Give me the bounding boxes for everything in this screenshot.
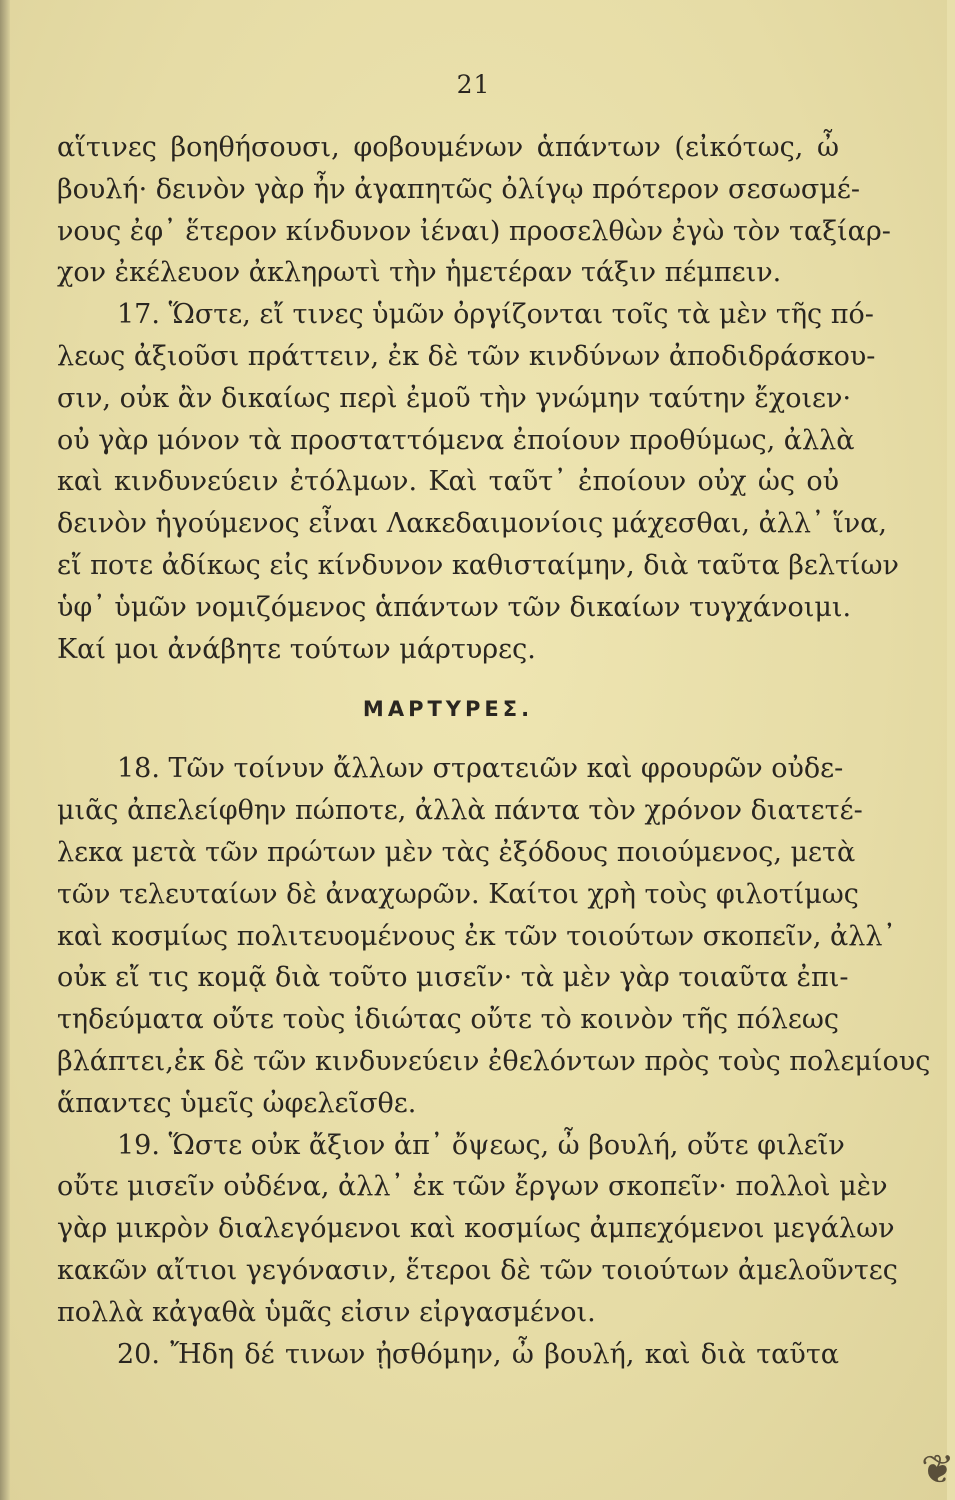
text-line: βλάπτει,ἐκ δὲ τῶν κινδυνεύειν ἐθελόντων πρὸς τοὺς πολεμίους [57,1045,931,1077]
text-line: οὐκ εἴ τις κομᾷ διὰ τοῦτο μισεῖν· τὰ μὲν γὰρ τοιαῦτα ἐπι- [57,962,849,994]
witnesses-heading: ΜΑΡΤΥΡΕΣ. [362,697,534,722]
text-line: δεινὸν ἡγούμενος εἶναι Λακεδαιμονίοις μάχεσθαι, ἀλλ᾽ ἵνα, [57,508,887,540]
page-number: 21 [456,70,491,99]
text-line: κακῶν αἴτιοι γεγόνασιν, ἕτεροι δὲ τῶν τοιούτων ἀμελοῦντες [57,1254,898,1286]
body-text [57,127,931,1375]
section-20-first-line: 20. Ἤδη δέ τινων ᾐσθόμην, ὦ βουλή, καὶ διὰ ταῦτα [117,1338,839,1370]
text-line: σιν, οὐκ ἂν δικαίως περὶ ἐμοῦ τὴν γνώμην ταύτην ἔχοιεν· [57,382,852,414]
text-line: οὔτε μισεῖν οὐδένα, ἀλλ᾽ ἐκ τῶν ἔργων σκοπεῖν· πολλοὶ μὲν [57,1171,888,1203]
text-line: ἅπαντες ὑμεῖς ὠφελεῖσθε. [57,1087,417,1119]
text-line: πολλὰ κἀγαθὰ ὑμᾶς εἰσιν εἰργασμένοι. [57,1296,596,1328]
section-18-first-line: 18. Τῶν τοίνυν ἄλλων στρατειῶν καὶ φρουρῶν οὐδε- [117,753,844,785]
text-line: καὶ κοσμίως πολιτευομένους ἐκ τῶν τοιούτων σκοπεῖν, ἀλλ᾽ [57,920,897,952]
text-line: μιᾶς ἀπελείφθην πώποτε, ἀλλὰ πάντα τὸν χρόνον διατετέ- [57,795,863,827]
text-line: λεκα μετὰ τῶν πρώτων μὲν τὰς ἐξόδους ποιούμενος, μετὰ [57,836,856,868]
bookmark-ornament-icon: ❦ [921,1447,955,1493]
text-line: ὑφ᾽ ὑμῶν νομιζόμενος ἁπάντων τῶν δικαίων τυγχάνοιμι. [57,591,852,623]
text-line: αἵτινες βοηθήσουσι, φοβουμένων ἁπάντων (εἰκότως, ὦ [57,132,839,163]
text-line: γὰρ μικρὸν διαλεγόμενοι καὶ κοσμίως ἀμπεχόμενοι μεγάλων [57,1213,895,1245]
text-line: βουλή· δεινὸν γὰρ ἦν ἀγαπητῶς ὀλίγῳ πρότερον σεσωσμέ- [57,173,860,205]
text-line: νους ἐφ᾽ ἕτερον κίνδυνον ἰέναι) προσελθὼν ἐγὼ τὸν ταξίαρ- [57,215,891,247]
text-line: καὶ κινδυνεύειν ἐτόλμων. Καὶ ταῦτ᾽ ἐποίουν οὐχ ὡς οὐ [57,466,839,498]
text-line: Καί μοι ἀνάβητε τούτων μάρτυρες. [57,633,536,665]
text-line: τῶν τελευταίων δὲ ἀναχωρῶν. Καίτοι χρὴ τοὺς φιλοτίμως [57,878,859,910]
text-line: χον ἐκέλευον ἀκληρωτὶ τὴν ἡμετέραν τάξιν πέμπειν. [57,257,782,289]
text-line: λεως ἀξιοῦσι πράττειν, ἐκ δὲ τῶν κινδύνων ἀποδιδράσκου- [57,340,876,372]
text-line: τηδεύματα οὔτε τοὺς ἰδιώτας οὔτε τὸ κοινὸν τῆς πόλεως [57,1004,839,1036]
text-line: εἴ ποτε ἀδίκως εἰς κίνδυνον καθισταίμην, διὰ ταῦτα βελτίων [57,549,899,581]
page-edge-shadow [0,0,10,1500]
text-line: οὐ γὰρ μόνον τὰ προσταττόμενα ἐποίουν προθύμως, ἀλλὰ [57,424,855,456]
section-17-first-line: 17. Ὥστε, εἴ τινες ὑμῶν ὀργίζονται τοῖς τὰ μὲν τῆς πό- [117,299,874,331]
section-19-first-line: 19. Ὥστε οὐκ ἄξιον ἀπ᾽ ὄψεως, ὦ βουλή, οὔτε φιλεῖν [117,1129,845,1161]
